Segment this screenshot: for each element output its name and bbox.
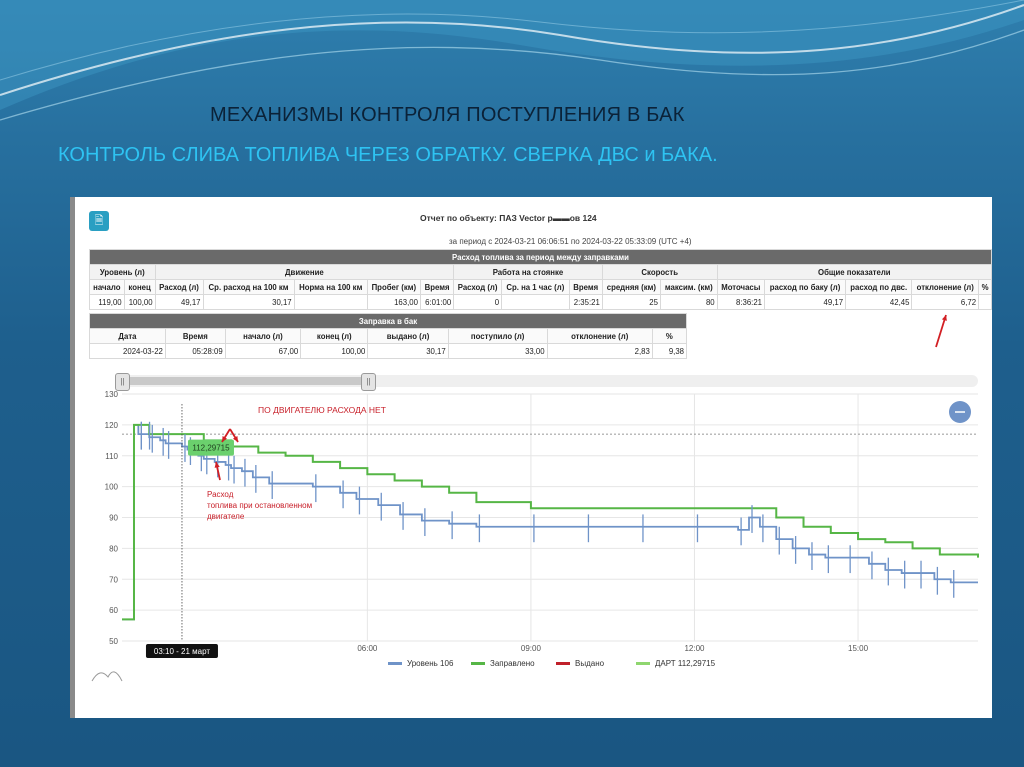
table-cell: 30,17 [203,295,294,310]
table-cell: 9,38 [652,344,686,359]
table-cell: 2:35:21 [569,295,602,310]
column-header: поступило (л) [448,329,547,344]
column-header: Расход (л) [155,280,203,295]
column-header: % [979,280,992,295]
annotation-line: топлива при остановленном [207,501,313,510]
group-header: Общие показатели [717,265,991,280]
column-header: Время [569,280,602,295]
table-cell: 6:01:00 [420,295,453,310]
report-icon[interactable]: 🗎 [89,211,109,231]
legend-item-dart[interactable] [636,657,715,671]
x-tick-label: 15:00 [848,644,869,653]
group-header: Работа на стоянке [454,265,603,280]
group-header: Скорость [602,265,717,280]
group-header: Движение [155,265,454,280]
y-tick-label: 60 [109,606,118,616]
legend-swatch [471,662,485,665]
annotation-engine-off-consumption [207,490,312,521]
cursor-label: 03:10 - 21 март [153,647,211,656]
fuel-level-chart [70,197,992,718]
table-cell: 49,17 [765,295,846,310]
table-cell: 100,00 [124,295,155,310]
legend-item-issued[interactable] [556,657,604,671]
y-tick-label: 70 [109,575,118,585]
column-header: Норма на 100 км [294,280,367,295]
column-header: отклонение (л) [912,280,979,295]
navigator-icon [92,672,122,681]
report-screenshot-panel [70,197,992,718]
table-cell: 67,00 [225,344,300,359]
table-cell: 2,83 [547,344,652,359]
series-line-1 [122,425,978,620]
annotation-engine-no-consumption: ПО ДВИГАТЕЛЮ РАСХОДА НЕТ [258,405,386,415]
column-header: выдано (л) [368,329,448,344]
series-line-0 [122,425,978,620]
slide-subtitle: КОНТРОЛЬ СЛИВА ТОПЛИВА ЧЕРЕЗ ОБРАТКУ. СВЕРКА ДВС и БАКА. [58,144,718,166]
legend-label: ДАРТ 112,29715 [655,659,716,668]
column-header: начало (л) [225,329,300,344]
annotation-line: двигателе [207,512,245,521]
y-tick-label: 120 [104,420,118,430]
table-cell: 42,45 [846,295,912,310]
table-cell: 163,00 [367,295,420,310]
legend-item-level[interactable] [388,657,453,671]
column-header: средняя (км) [602,280,660,295]
table-cell: 25 [602,295,660,310]
y-tick-label: 80 [109,544,118,554]
table-cell: 49,17 [155,295,203,310]
column-header: Расход (л) [454,280,502,295]
column-header: конец [124,280,155,295]
y-tick-label: 90 [109,513,118,523]
column-header: расход по баку (л) [765,280,846,295]
column-header: Время [420,280,453,295]
column-header: Ср. на 1 час (л) [502,280,569,295]
table-cell: 6,72 [912,295,979,310]
column-header: Ср. расход на 100 км [203,280,294,295]
column-header: Время [165,329,225,344]
table-cell: 119,00 [90,295,125,310]
column-header: расход по двс. [846,280,912,295]
column-header: максим. (км) [660,280,717,295]
x-tick-label: 09:00 [520,644,541,653]
group-header: Уровень (л) [90,265,156,280]
x-tick-label: 12:00 [684,644,705,653]
column-header: Дата [90,329,166,344]
slide-title: МЕХАНИЗМЫ КОНТРОЛЯ ПОСТУПЛЕНИЯ В БАК [210,104,685,126]
table-cell: 2024-03-22 [90,344,166,359]
table-cell: 05:28:09 [165,344,225,359]
table-cell: 100,00 [301,344,368,359]
legend-item-refueled[interactable] [471,657,535,671]
table-cell: 33,00 [448,344,547,359]
column-header: конец (л) [301,329,368,344]
range-handle-right[interactable]: || [361,373,376,391]
legend-label: Уровень 106 [407,659,454,668]
table-cell: 80 [660,295,717,310]
table-cell: 0 [454,295,502,310]
range-handle-left[interactable]: || [115,373,130,391]
y-tick-label: 110 [105,451,118,461]
table-cell: 8:36:21 [717,295,764,310]
y-tick-label: 50 [109,637,118,646]
legend-label: Выдано [575,659,605,668]
column-header: Пробег (км) [367,280,420,295]
column-header: начало [90,280,125,295]
report-period: за период с 2024-03-21 06:06:51 по 2024-03-22 05:33:09 (UTC +4) [449,237,692,246]
legend-label: Заправлено [490,659,535,668]
column-header: % [652,329,686,344]
table-title: Заправка в бак [90,314,687,329]
x-tick-label: 06:00 [357,644,378,653]
y-tick-label: 130 [104,390,118,399]
annotation-line: Расход [207,490,234,499]
tooltip-value: 112,29715 [192,443,230,453]
column-header: Моточасы [717,280,764,295]
table-title: Расход топлива за период между заправками [90,250,992,265]
table-cell: 30,17 [368,344,448,359]
legend-swatch [556,662,570,665]
y-tick-label: 100 [104,482,118,492]
legend-swatch [636,662,650,665]
report-heading: Отчет по объекту: ПАЗ Vector р▬▬ов 124 [420,213,597,223]
legend-swatch [388,662,402,665]
column-header: отклонение (л) [547,329,652,344]
